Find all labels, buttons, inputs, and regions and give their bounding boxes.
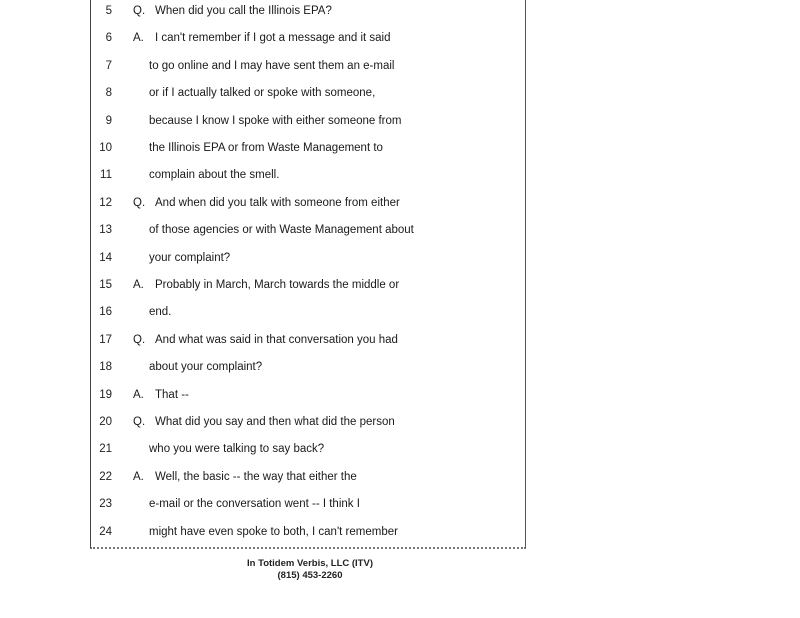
- line-text: complain about the smell.: [149, 169, 280, 182]
- line-number: 10: [99, 142, 112, 154]
- transcript-line: [91, 193, 521, 213]
- line-text: because I know I spoke with either someone from: [149, 114, 402, 127]
- line-text: And what was said in that conversation you had: [155, 333, 398, 346]
- line-number: 23: [99, 498, 112, 511]
- transcript-line: [91, 439, 521, 459]
- speaker-label: Q.: [133, 416, 146, 428]
- line-number: 20: [99, 416, 112, 428]
- line-number: 12: [99, 196, 112, 209]
- footer-phone: (815) 453-2260: [277, 570, 343, 581]
- line-text: I can't remember if I got a message and it said: [155, 32, 391, 45]
- line-number: 19: [99, 388, 112, 401]
- line-number: 8: [105, 87, 112, 100]
- speaker-label: Q.: [133, 333, 146, 346]
- line-text: who you were talking to say back?: [149, 443, 325, 456]
- transcript-line: [91, 522, 521, 542]
- speaker-label: Q.: [133, 196, 146, 209]
- line-text: When did you call the Illinois EPA?: [155, 5, 332, 17]
- line-text: to go online and I may have sent them an e-mail: [149, 59, 395, 72]
- line-number: 18: [99, 361, 112, 374]
- transcript-line: [91, 165, 521, 185]
- line-text: Probably in March, March towards the middle or: [155, 279, 400, 291]
- speaker-label: A.: [133, 32, 144, 45]
- transcript-line: [91, 111, 521, 131]
- line-number: 24: [99, 525, 112, 538]
- line-number: 5: [105, 5, 112, 17]
- line-text: about your complaint?: [149, 361, 263, 374]
- line-number: 9: [105, 114, 112, 127]
- transcript-page: [90, 0, 526, 549]
- line-text: And when did you talk with someone from either: [155, 196, 400, 209]
- line-number: 15: [99, 279, 112, 291]
- page-footer: [200, 558, 420, 582]
- transcript-line: [91, 56, 521, 76]
- transcript-line: [91, 83, 521, 103]
- transcript-line: [91, 302, 521, 322]
- line-text: What did you say and then what did the person: [155, 416, 395, 428]
- line-number: 7: [105, 59, 112, 72]
- speaker-label: Q.: [133, 5, 146, 17]
- line-number: 6: [105, 32, 112, 45]
- line-text: your complaint?: [149, 251, 231, 264]
- transcript-line: [91, 28, 521, 48]
- transcript-line: [91, 138, 521, 158]
- line-text: or if I actually talked or spoke with someone,: [149, 87, 376, 100]
- transcript-line: [91, 494, 521, 514]
- transcript-line: [91, 248, 521, 268]
- speaker-label: A.: [133, 470, 144, 483]
- line-text: the Illinois EPA or from Waste Management to: [149, 142, 383, 154]
- transcript-line: [91, 330, 521, 350]
- line-text: e-mail or the conversation went -- I think I: [149, 498, 360, 511]
- line-text: That --: [155, 388, 189, 401]
- line-number: 21: [99, 443, 112, 456]
- line-text: end.: [149, 306, 172, 319]
- line-number: 11: [100, 169, 112, 182]
- speaker-label: A.: [133, 388, 144, 401]
- line-text: of those agencies or with Waste Management about: [149, 224, 414, 237]
- transcript-line: [91, 275, 521, 295]
- transcript-line: [91, 357, 521, 377]
- line-number: 16: [99, 306, 112, 319]
- line-text: might have even spoke to both, I can't remember: [149, 525, 398, 538]
- footer-company: In Totidem Verbis, LLC (ITV): [247, 558, 373, 569]
- line-text: Well, the basic -- the way that either the: [155, 470, 357, 483]
- line-number: 13: [99, 224, 112, 237]
- line-number: 17: [99, 333, 112, 346]
- transcript-line: [91, 412, 521, 432]
- line-number: 22: [99, 470, 112, 483]
- transcript-line: [91, 385, 521, 405]
- line-number: 14: [99, 251, 112, 264]
- speaker-label: A.: [133, 279, 144, 291]
- transcript-line: [91, 467, 521, 487]
- transcript-line: [91, 1, 521, 21]
- transcript-line: [91, 220, 521, 240]
